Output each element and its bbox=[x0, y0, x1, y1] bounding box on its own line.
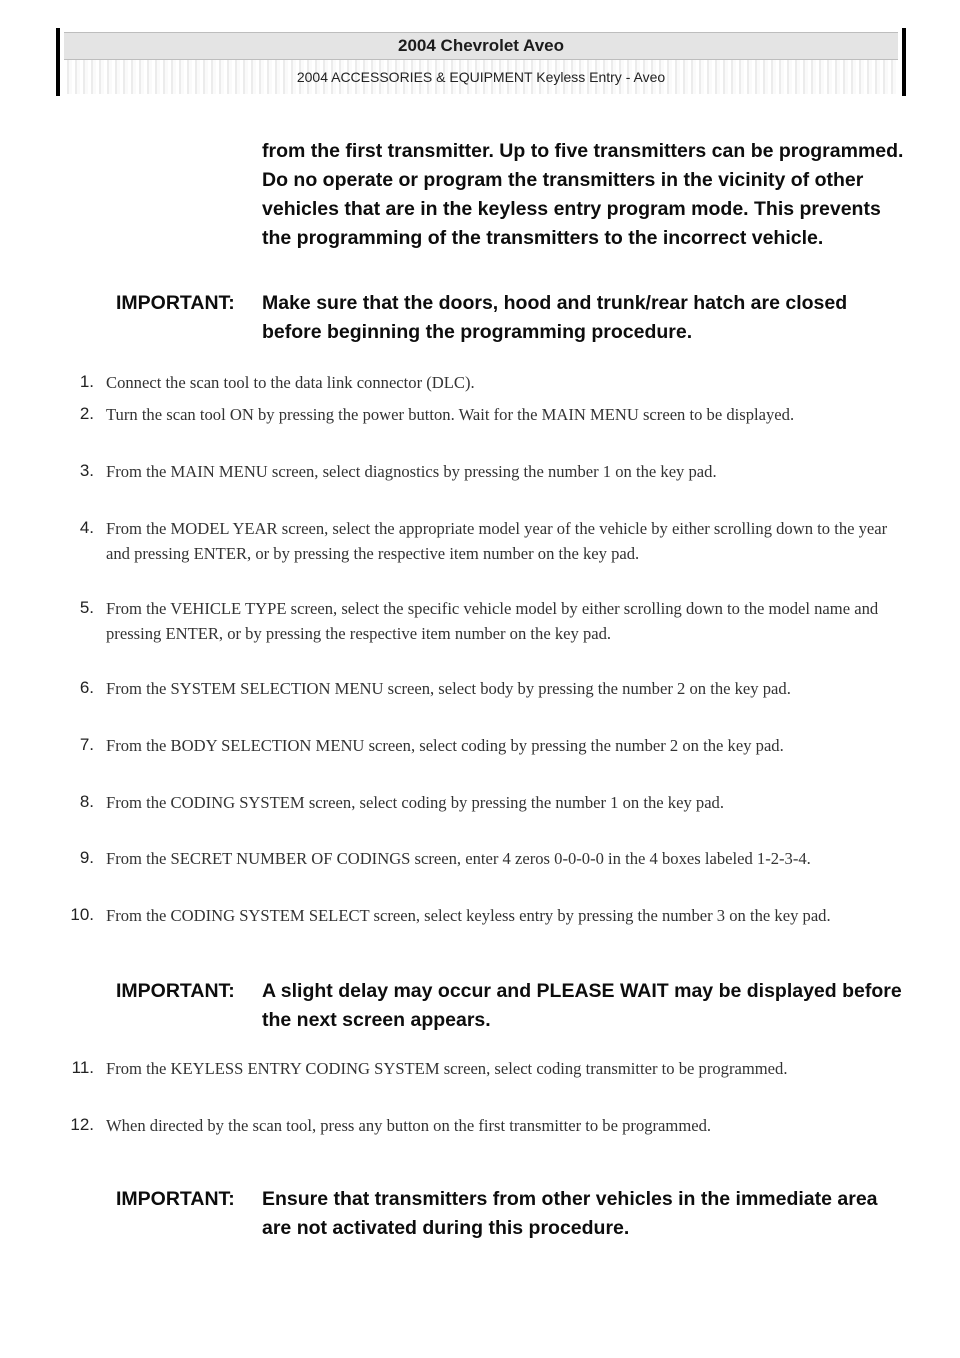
step-text: From the MAIN MENU screen, select diagnostics by pressing the number 1 on the key pad. bbox=[106, 462, 717, 481]
step-number: 1. bbox=[79, 372, 94, 391]
step-text: From the VEHICLE TYPE screen, select the specific vehicle model by either scrolling down to the model name and pressing ENTER, or by pressing the respective item number on the key pad. bbox=[106, 599, 879, 643]
step-number: 2. bbox=[79, 404, 94, 423]
important-note-2: A slight delay may occur and PLEASE WAIT may be displayed before the next screen appears. bbox=[262, 980, 902, 1031]
header-title: 2004 Chevrolet Aveo bbox=[64, 32, 898, 60]
important-note-3: Ensure that transmitters from other vehicles in the immediate area are not activated during this procedure. bbox=[262, 1188, 878, 1239]
header-left-border bbox=[56, 28, 60, 96]
step-text: From the CODING SYSTEM SELECT screen, select keyless entry by pressing the number 3 on the key pad. bbox=[106, 906, 831, 925]
step-number: 4. bbox=[79, 518, 94, 537]
step-number: 10. bbox=[70, 905, 94, 924]
important-label-1: IMPORTANT: bbox=[116, 292, 235, 314]
page-header bbox=[56, 28, 906, 96]
step-text: When directed by the scan tool, press any button on the first transmitter to be programmed. bbox=[106, 1116, 712, 1135]
step-number: 6. bbox=[79, 678, 94, 697]
step-number: 11. bbox=[71, 1058, 94, 1077]
step-text: From the SECRET NUMBER OF CODINGS screen, enter 4 zeros 0-0-0-0 in the 4 boxes labeled 1-2-3-4. bbox=[106, 849, 811, 868]
important-label-2: IMPORTANT: bbox=[116, 980, 235, 1002]
header-right-border bbox=[902, 28, 906, 96]
step-number: 8. bbox=[79, 792, 94, 811]
important-label-3: IMPORTANT: bbox=[116, 1188, 235, 1210]
header-subtitle: 2004 ACCESSORIES & EQUIPMENT Keyless Entry - Aveo bbox=[64, 60, 898, 94]
step-text: From the MODEL YEAR screen, select the appropriate model year of the vehicle by either scrolling down to the year and pressing ENTER, or by pressing the respective item number on the key pad. bbox=[106, 519, 888, 563]
step-text: Connect the scan tool to the data link connector (DLC). bbox=[106, 373, 475, 392]
step-text: From the KEYLESS ENTRY CODING SYSTEM screen, select coding transmitter to be programmed. bbox=[106, 1059, 788, 1078]
step-text: From the SYSTEM SELECTION MENU screen, select body by pressing the number 2 on the key pad. bbox=[106, 679, 791, 698]
step-text: From the BODY SELECTION MENU screen, select coding by pressing the number 2 on the key pad. bbox=[106, 736, 784, 755]
step-number: 3. bbox=[79, 461, 94, 480]
intro-paragraph: from the first transmitter. Up to five transmitters can be programmed. Do no operate or program the transmitters in the vicinity of other vehicles that are in the keyless entry program mode. This prevents the programming of the transmitters to the incorrect vehicle. bbox=[262, 140, 904, 249]
step-number: 9. bbox=[79, 848, 94, 867]
step-text: Turn the scan tool ON by pressing the power button. Wait for the MAIN MENU screen to be displayed. bbox=[106, 405, 795, 424]
important-note-1: Make sure that the doors, hood and trunk/rear hatch are closed before beginning the programming procedure. bbox=[262, 292, 848, 343]
step-number: 5. bbox=[79, 598, 94, 617]
step-text: From the CODING SYSTEM screen, select coding by pressing the number 1 on the key pad. bbox=[106, 793, 725, 812]
step-number: 12. bbox=[70, 1115, 94, 1134]
step-number: 7. bbox=[79, 735, 94, 754]
